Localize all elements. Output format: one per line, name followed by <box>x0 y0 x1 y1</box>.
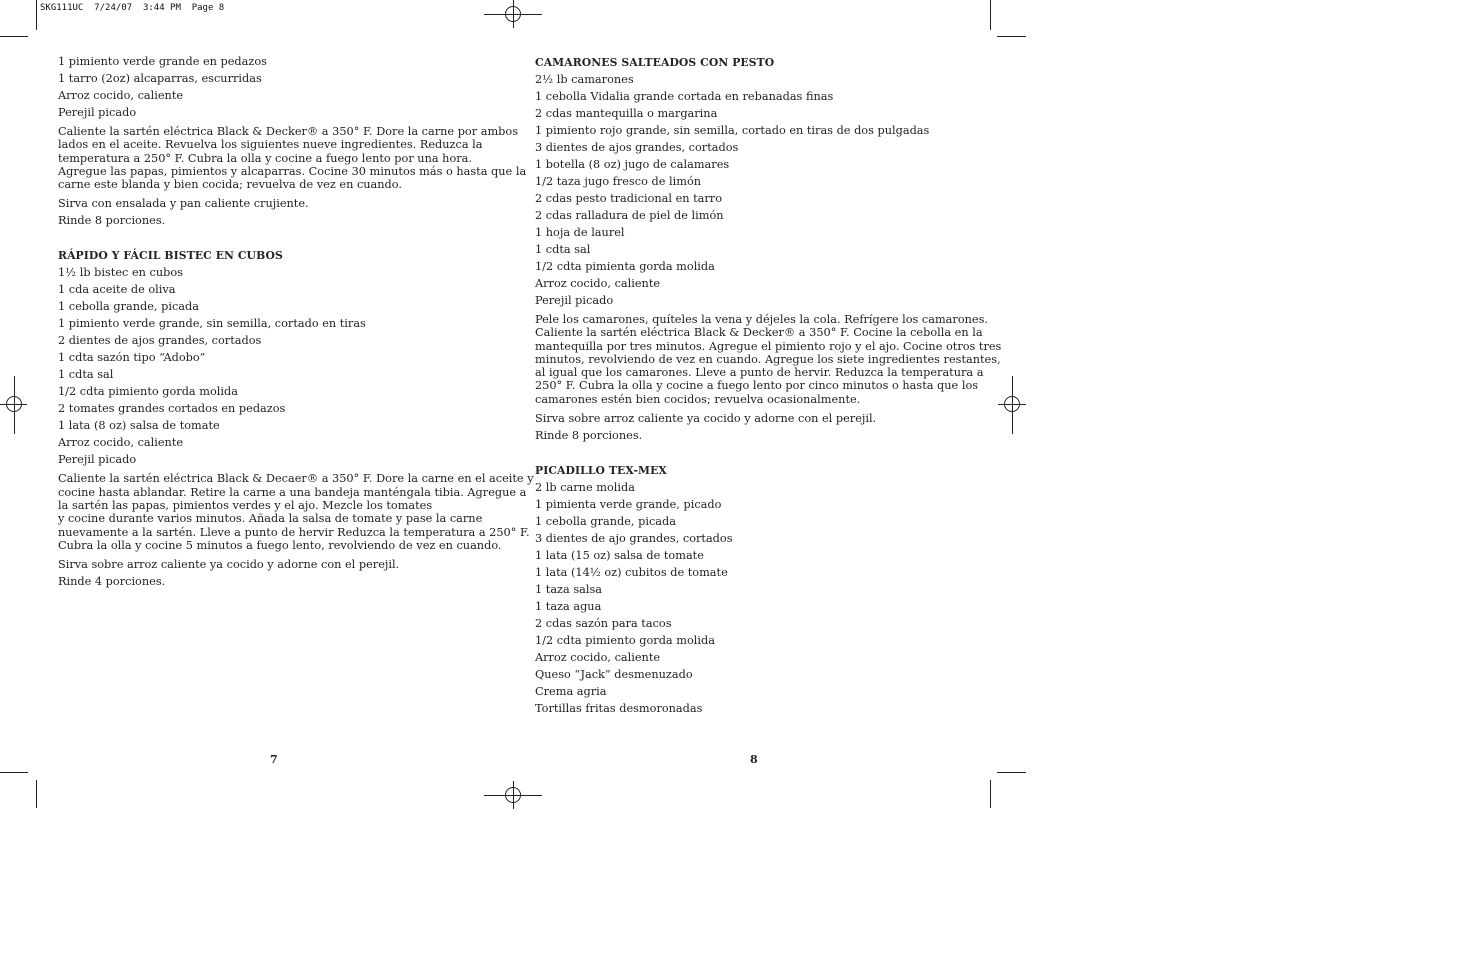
directions-line: temperatura a 250° F. Cubra la olla y cocine a fuego lento por una hora. <box>58 151 472 165</box>
ingredient-item: 2 cdas pesto tradicional en tarro <box>535 192 723 205</box>
yield-text: Rinde 4 porciones. <box>58 575 166 589</box>
ingredient-item: 2½ lb camarones <box>535 73 634 86</box>
crop-mark <box>0 772 28 773</box>
ingredient-list <box>535 479 975 717</box>
ingredient-item: 1 taza salsa <box>535 583 603 597</box>
directions-line: mantequilla por tres minutos. Agregue el pimiento rojo y el ajo. Cocine otros tres <box>535 339 1002 353</box>
directions-line: Caliente la sartén eléctrica Black & Decker® a 350° F. Dore la carne por ambos <box>58 125 518 138</box>
ingredient-item: 1 cebolla grande, picada <box>58 300 199 314</box>
ingredient-item: 1 hoja de laurel <box>535 226 625 239</box>
directions-line: cocine hasta ablandar. Retire la carne a una bandeja manténgala tibia. Agregue a <box>58 485 527 499</box>
ingredient-item: Perejil picado <box>535 294 614 307</box>
ingredient-item: Arroz cocido, caliente <box>58 89 184 102</box>
directions-line: Agregue las papas, pimientos y alcaparras. Cocine 30 minutos más o hasta que la <box>58 164 527 178</box>
crop-mark <box>997 36 1026 37</box>
recipe-title: PICADILLO TEX-MEX <box>535 464 667 478</box>
ingredient-item: Perejil picado <box>58 453 137 467</box>
ingredient-item: 2 cdas sazón para tacos <box>535 617 672 631</box>
recipe-title: RÁPIDO Y FÁCIL BISTEC EN CUBOS <box>58 249 283 263</box>
crop-mark <box>990 780 991 808</box>
ingredient-item: Perejil picado <box>58 106 137 119</box>
ingredient-item: 1 cdta sal <box>535 243 591 256</box>
ingredient-item: 2 cdas mantequilla o margarina <box>535 107 718 120</box>
crop-mark <box>997 772 1026 773</box>
ingredient-item: 2 lb carne molida <box>535 481 635 495</box>
left-page-column <box>58 53 534 590</box>
ingredient-item: 3 dientes de ajos grandes, cortados <box>535 141 739 154</box>
crop-mark <box>990 0 991 30</box>
ingredient-list <box>58 264 498 468</box>
ingredient-item: 1 cda aceite de oliva <box>58 283 176 297</box>
directions-line: Caliente la sartén eléctrica Black & Decker® a 350° F. Cocine la cebolla en la <box>535 326 983 340</box>
ingredient-item: Queso “Jack” desmenuzado <box>535 668 693 682</box>
ingredient-item: 1/2 cdta pimienta gorda molida <box>535 260 715 273</box>
ingredient-item: 1/2 taza jugo fresco de limón <box>535 175 702 188</box>
right-page-column <box>535 54 1002 717</box>
directions-line: lados en el aceite. Revuelva los siguientes nueve ingredientes. Reduzca la <box>58 138 483 152</box>
ingredient-item: 1 lata (15 oz) salsa de tomate <box>535 549 704 563</box>
directions-line: camarones estén bien cocidos; revuelva ocasionalmente. <box>535 392 861 406</box>
intro-ingredient-list <box>58 53 498 121</box>
ingredient-item: 1 cdta sazón tipo “Adobo” <box>58 351 206 365</box>
directions-line: carne este blanda y bien cocida; revuelva de vez en cuando. <box>58 178 402 192</box>
ingredient-item: 1 pimiento verde grande, sin semilla, cortado en tiras <box>58 317 366 331</box>
ingredient-item: Arroz cocido, caliente <box>58 436 184 450</box>
crop-mark <box>36 0 37 30</box>
ingredient-item: 2 dientes de ajos grandes, cortados <box>58 334 262 348</box>
recipe-directions <box>535 313 1002 406</box>
directions-line: la sartén las papas, pimientos verdes y el ajo. Mezcle los tomates <box>58 499 433 513</box>
ingredient-item: Arroz cocido, caliente <box>535 277 661 290</box>
serving-suggestion: Sirva con ensalada y pan caliente crujiente. <box>58 197 309 211</box>
crop-mark <box>0 36 28 37</box>
directions-line: minutos, revolviendo de vez en cuando. Agregue los siete ingredientes restantes, <box>535 352 1001 366</box>
directions-line: Pele los camarones, quíteles la vena y déjeles la cola. Refrígere los camarones. <box>535 313 988 326</box>
ingredient-item: 3 dientes de ajo grandes, cortados <box>535 532 733 546</box>
ingredient-item: 1/2 cdta pimiento gorda molida <box>58 385 238 399</box>
ingredient-item: 1 cebolla grande, picada <box>535 515 676 529</box>
ingredient-item: 1 lata (14½ oz) cubitos de tomate <box>535 566 728 580</box>
directions-line: al igual que los camarones. Lleve a punto de hervir. Reduzca la temperatura a <box>535 366 984 380</box>
ingredient-item: 1 cdta sal <box>58 368 114 382</box>
yield-text: Rinde 8 porciones. <box>58 214 166 228</box>
ingredient-item: 1 lata (8 oz) salsa de tomate <box>58 419 220 433</box>
ingredient-item: 1 tarro (2oz) alcaparras, escurridas <box>58 72 262 85</box>
printer-slug: SKG111UC 7/24/07 3:44 PM Page 8 <box>40 3 225 13</box>
ingredient-item: Tortillas fritas desmoronadas <box>535 702 703 716</box>
ingredient-item: Arroz cocido, caliente <box>535 651 661 665</box>
directions-line: nuevamente a la sartén. Lleve a punto de hervir Reduzca la temperatura a 250° F. <box>58 525 530 539</box>
ingredient-item: 1 pimiento verde grande en pedazos <box>58 55 267 68</box>
directions-line: Caliente la sartén eléctrica Black & Decaer® a 350° F. Dore la carne en el aceite y <box>58 472 534 486</box>
ingredient-item: 1 cebolla Vidalia grande cortada en rebanadas finas <box>535 90 834 103</box>
ingredient-item: 1 pimiento rojo grande, sin semilla, cortado en tiras de dos pulgadas <box>535 124 930 137</box>
directions-line: Cubra la olla y cocine 5 minutos a fuego lento, revolviendo de vez en cuando. <box>58 538 502 552</box>
ingredient-item: 1 pimienta verde grande, picado <box>535 498 722 512</box>
ingredient-item: 2 tomates grandes cortados en pedazos <box>58 402 286 416</box>
yield-text: Rinde 8 porciones. <box>535 429 643 443</box>
ingredient-item: 1 taza agua <box>535 600 602 614</box>
ingredient-item: 1½ lb bistec en cubos <box>58 266 183 280</box>
crop-mark <box>36 780 37 808</box>
directions-line: y cocine durante varios minutos. Añada la salsa de tomate y pase la carne <box>58 512 483 526</box>
directions-line: 250° F. Cubra la olla y cocine a fuego lento por cinco minutos o hasta que los <box>535 379 979 393</box>
ingredient-item: 1/2 cdta pimiento gorda molida <box>535 634 715 648</box>
recipe-title: CAMARONES SALTEADOS CON PESTO <box>535 56 775 69</box>
ingredient-list <box>535 71 975 309</box>
serving-suggestion: Sirva sobre arroz caliente ya cocido y adorne con el perejil. <box>535 412 877 426</box>
serving-suggestion: Sirva sobre arroz caliente ya cocido y adorne con el perejil. <box>58 558 400 572</box>
ingredient-item: 1 botella (8 oz) jugo de calamares <box>535 158 730 171</box>
recipe-directions <box>58 472 534 552</box>
ingredient-item: Crema agria <box>535 685 607 699</box>
intro-directions <box>58 125 527 192</box>
page-number-right: 8 <box>750 753 758 766</box>
page-number-left: 7 <box>270 753 278 766</box>
ingredient-item: 2 cdas ralladura de piel de limón <box>535 209 724 222</box>
